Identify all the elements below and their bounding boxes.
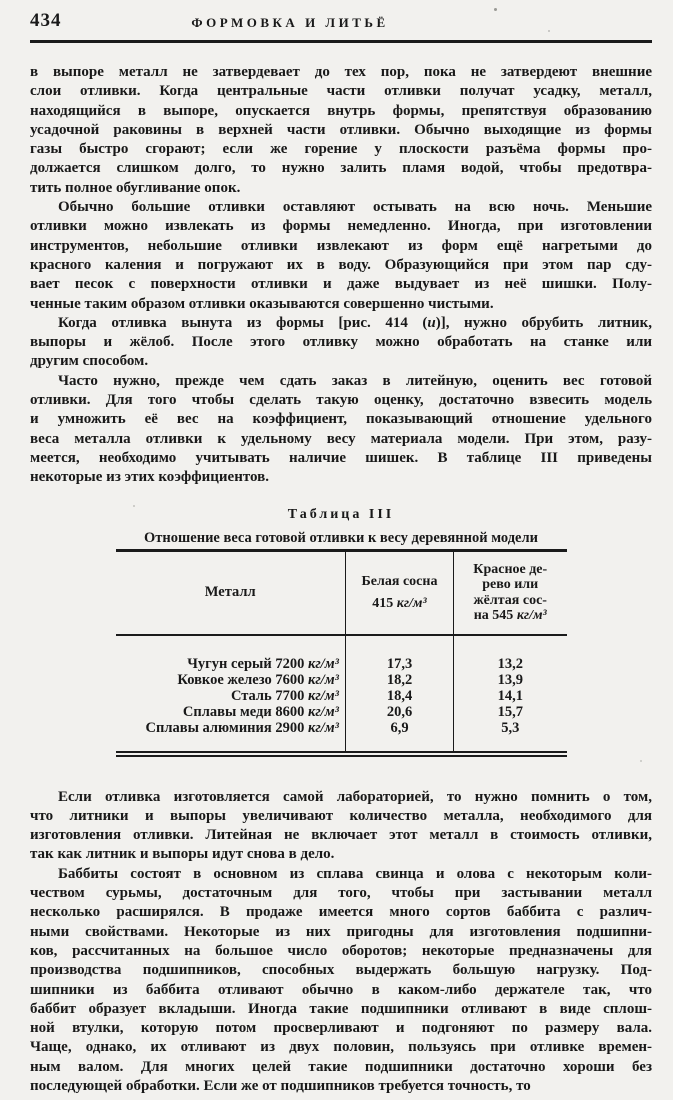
- header-line: жёлтая сос-: [473, 592, 547, 608]
- text-line: красного каления и погружают их в воду. Образующийся при этом пар сду-: [30, 256, 652, 273]
- ratio-table-header: [116, 550, 567, 635]
- cell-mahogany-ratio: 15,7: [454, 704, 567, 720]
- ratio-table-body: [116, 635, 567, 754]
- scan-speck: [133, 505, 135, 507]
- table-row: [116, 672, 567, 688]
- text-line: баббит образует вкладыши. Иногда такие подшипники отливают в виде сплош-: [30, 1000, 652, 1017]
- text-line: веса металла отливки к удельному весу материала модели. При этом, разу-: [30, 430, 652, 447]
- text-line: отливки можно извлекать из формы немедленно. Иногда, при изготовлении: [30, 218, 652, 235]
- text-line: ной втулки, которую потом просверливают и подгоняют по размеру вала.: [30, 1020, 652, 1037]
- text-line: газы быстро сгорают; если же горение у плоскости разъёма формы про-: [30, 141, 652, 158]
- cell-metal: Сплавы алюминия 2900 кг/м³: [145, 719, 339, 736]
- text-line: некоторые из этих коэффициентов.: [30, 469, 269, 486]
- header-line-gap: [349, 589, 450, 596]
- table-row: [116, 688, 567, 704]
- cell-metal: Чугун серый 7200 кг/м³: [187, 655, 339, 672]
- text-line: ков, рассчитанных на большое число оборотов; некоторые предназначены для: [30, 942, 652, 959]
- text-line: должается слишком долго, то нужно залить пламя водой, чтобы предотвра-: [30, 160, 652, 177]
- text-line: другим способом.: [30, 353, 149, 370]
- scan-speck: [494, 8, 497, 11]
- text-line: тить полное обугливание опок.: [30, 179, 241, 196]
- table-row: [116, 704, 567, 720]
- text-line: шипники из баббита отливают обычно в каком-либо держателе так, что: [30, 981, 652, 998]
- text-line: что литники и выпоры увеличивают количество металла, необходимого для: [30, 807, 652, 824]
- text-line: несколько расширялся. В продаже имеется много сортов баббита с различ-: [30, 904, 652, 921]
- text-line: инструментов, небольшие отливки извлекают из форм ещё нагретыми до: [30, 237, 652, 254]
- cell-white-pine-ratio: 6,9: [346, 720, 454, 754]
- page-number: 434: [30, 10, 62, 31]
- scan-speck: [548, 30, 550, 32]
- text-line: Часто нужно, прежде чем сдать заказ в литейную, оценить вес готовой: [58, 372, 652, 389]
- cell-white-pine-ratio: 20,6: [346, 704, 454, 720]
- text-line: в выпоре металл не затвердевает до тех пор, пока не затвердеют внешние: [30, 64, 652, 80]
- table-block: [30, 505, 652, 757]
- text-line: слои отливки. Когда центральные части отливки получат усадку, металл,: [30, 83, 652, 100]
- ratio-table: [116, 549, 567, 757]
- header-cell-mahogany: [454, 550, 567, 635]
- header-line: Красное де-: [473, 561, 548, 577]
- text-line: Когда отливка вынута из формы [рис. 414 (и)], нужно обрубить литник,: [58, 314, 652, 331]
- text-line: и умножить её вес на коэффициент, показывающий отношение удельного: [30, 411, 652, 428]
- text-line: Если отливка изготовляется самой лабораторией, то нужно помнить о том,: [58, 788, 652, 805]
- text-line: последующей обработки. Если же от подшипников требуется точность, то: [30, 1077, 531, 1094]
- cell-mahogany-ratio: 14,1: [454, 688, 567, 704]
- text-line: Чаще, однако, их отливают из двух половин, пользуясь при отливке времен-: [30, 1039, 652, 1056]
- text-line: чеством сурьмы, достаточным для того, чтобы при застывании металл: [30, 885, 652, 902]
- cell-mahogany-ratio: 5,3: [454, 720, 567, 754]
- cell-mahogany-ratio: 13,9: [454, 672, 567, 688]
- cell-metal: Сталь 7700 кг/м³: [230, 687, 339, 704]
- text-line: находящийся в выпоре, опускается внутрь формы, препятствуя образованию: [30, 102, 652, 119]
- header-rule: [30, 40, 652, 43]
- running-head: ФОРМОВКА И ЛИТЬЁ: [191, 15, 389, 30]
- text-line: вает песок с поверхности отливки и даже выдувает из неё шишки. Полу-: [30, 276, 652, 293]
- paragraph: [30, 865, 652, 1097]
- text-line: производства подшипников, способных выдержать большую нагрузку. Под-: [30, 962, 652, 979]
- paragraph: [30, 788, 652, 865]
- paragraph: [30, 314, 652, 372]
- paragraph: [30, 63, 652, 198]
- text-line: ченные таким образом отливки оказываются совершенно чистыми.: [30, 295, 494, 312]
- scan-speck: [640, 760, 642, 762]
- cell-white-pine-ratio: 18,2: [346, 672, 454, 688]
- header-line: 415 кг/м³: [372, 596, 427, 612]
- text-line: Обычно большие отливки оставляют остывать на всю ночь. Меньшие: [58, 199, 652, 216]
- text-line: отливки. Для того чтобы сделать такую оценку, достаточно взвесить модель: [30, 392, 652, 409]
- header-cell-white-pine: [346, 550, 454, 635]
- table-title: Таблица III: [287, 506, 395, 522]
- text-line: выпоры и жёлоб. После этого отливку можно обработать на станке или: [30, 334, 652, 351]
- text-line: ным валом. Для многих целей такие подшипники достаточно хороши без: [30, 1058, 652, 1075]
- text-line: усадочной раковины в верхней части отливки. Обычно выходящие из формы: [30, 121, 652, 138]
- cell-metal: Сплавы меди 8600 кг/м³: [182, 703, 339, 720]
- text-line: меется, необходимо учитывать наличие шишек. В таблице III приведены: [30, 449, 652, 466]
- paragraph: [30, 372, 652, 488]
- text-line: изготовления отливки. Литейная не включает этот металл в стоимость отливки,: [30, 827, 652, 844]
- cell-white-pine-ratio: 18,4: [346, 688, 454, 704]
- header-line: рево или: [482, 577, 539, 593]
- paragraph: [30, 198, 652, 314]
- text-column: [30, 63, 652, 1096]
- header-line: на 545 кг/м³: [473, 608, 547, 624]
- text-block-after-table: [30, 788, 652, 1097]
- header-line: Белая сосна: [361, 573, 438, 589]
- table-row: [116, 635, 567, 672]
- text-block-before-table: [30, 63, 652, 488]
- cell-metal: Ковкое железо 7600 кг/м³: [177, 671, 339, 688]
- text-line: ными свойствами. Некоторые из них пригодны для изготовления подшипни-: [30, 923, 652, 940]
- header-cell-metal: Металл: [116, 550, 346, 635]
- table-row: [116, 720, 567, 754]
- table-subtitle: Отношение веса готовой отливки к весу деревянной модели: [144, 529, 538, 546]
- cell-mahogany-ratio: 13,2: [454, 635, 567, 672]
- text-line: Баббиты состоят в основном из сплава свинца и олова с некоторым коли-: [58, 865, 652, 882]
- cell-white-pine-ratio: 17,3: [346, 635, 454, 672]
- text-line: так как литник и выпоры идут снова в дело.: [30, 846, 335, 863]
